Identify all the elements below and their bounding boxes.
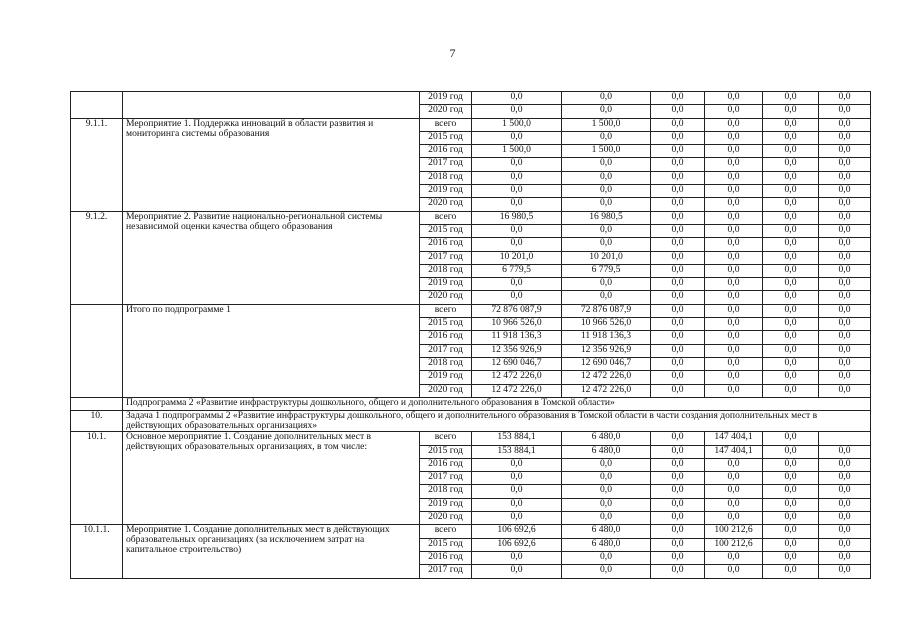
value-cell: 0,0 — [562, 291, 651, 304]
value-cell: 0,0 — [651, 304, 705, 317]
value-cell: 0,0 — [819, 331, 871, 344]
value-cell: 0,0 — [819, 238, 871, 251]
period-cell: 2018 год — [420, 264, 472, 277]
value-cell: 0,0 — [819, 291, 871, 304]
value-cell: 1 500,0 — [562, 118, 651, 131]
value-cell: 6 779,5 — [472, 264, 562, 277]
value-cell: 0,0 — [705, 118, 763, 131]
value-cell: 0,0 — [705, 278, 763, 291]
row-number: 9.1.1. — [71, 118, 123, 211]
value-cell: 153 884,1 — [472, 432, 562, 445]
value-cell: 0,0 — [819, 458, 871, 471]
value-cell: 0,0 — [763, 185, 819, 198]
value-cell: 0,0 — [562, 224, 651, 237]
value-cell: 16 980,5 — [562, 211, 651, 224]
value-cell: 0,0 — [705, 131, 763, 144]
value-cell: 0,0 — [472, 485, 562, 498]
measure-name: Мероприятие 1. Создание дополнительных мест в действующих образовательных организациях (за исключением затрат на капитальное строительство) — [123, 525, 420, 578]
value-cell: 0,0 — [562, 565, 651, 578]
value-cell: 10 201,0 — [472, 251, 562, 264]
period-cell: 2019 год — [420, 185, 472, 198]
value-cell: 0,0 — [472, 224, 562, 237]
table-row — [71, 304, 871, 317]
value-cell: 0,0 — [651, 92, 705, 105]
value-cell: 0,0 — [819, 185, 871, 198]
value-cell: 0,0 — [819, 485, 871, 498]
value-cell: 0,0 — [705, 198, 763, 211]
value-cell: 0,0 — [651, 458, 705, 471]
value-cell: 0,0 — [819, 318, 871, 331]
value-cell: 12 690 046,7 — [562, 357, 651, 370]
table-row — [71, 211, 871, 224]
value-cell: 0,0 — [651, 512, 705, 525]
period-cell: 2020 год — [420, 384, 472, 397]
value-cell: 0,0 — [819, 512, 871, 525]
value-cell: 16 980,5 — [472, 211, 562, 224]
period-cell: 2019 год — [420, 278, 472, 291]
value-cell: 106 692,6 — [472, 525, 562, 538]
value-cell: 10 966 526,0 — [562, 318, 651, 331]
value-cell: 0,0 — [819, 118, 871, 131]
period-cell: 2020 год — [420, 291, 472, 304]
value-cell: 0,0 — [763, 145, 819, 158]
period-cell: всего — [420, 432, 472, 445]
value-cell: 0,0 — [705, 291, 763, 304]
value-cell: 0,0 — [819, 278, 871, 291]
value-cell: 0,0 — [651, 105, 705, 118]
section-row — [71, 397, 871, 410]
period-cell: 2015 год — [420, 445, 472, 458]
value-cell: 0,0 — [651, 238, 705, 251]
value-cell: 0,0 — [763, 105, 819, 118]
value-cell: 0,0 — [819, 344, 871, 357]
value-cell: 0,0 — [819, 198, 871, 211]
value-cell: 0,0 — [562, 498, 651, 511]
value-cell: 10 966 526,0 — [472, 318, 562, 331]
value-cell: 0,0 — [763, 512, 819, 525]
value-cell: 0,0 — [562, 512, 651, 525]
value-cell: 0,0 — [819, 145, 871, 158]
value-cell: 0,0 — [705, 565, 763, 578]
value-cell: 0,0 — [819, 445, 871, 458]
value-cell: 0,0 — [763, 551, 819, 564]
value-cell: 0,0 — [651, 551, 705, 564]
value-cell: 0,0 — [472, 198, 562, 211]
section-row — [71, 411, 871, 432]
value-cell: 0,0 — [651, 538, 705, 551]
value-cell: 0,0 — [562, 198, 651, 211]
value-cell: 0,0 — [705, 211, 763, 224]
value-cell: 0,0 — [651, 131, 705, 144]
value-cell: 0,0 — [705, 92, 763, 105]
value-cell: 0,0 — [562, 131, 651, 144]
value-cell: 0,0 — [763, 371, 819, 384]
value-cell: 0,0 — [562, 551, 651, 564]
value-cell: 0,0 — [705, 357, 763, 370]
value-cell: 6 480,0 — [562, 525, 651, 538]
value-cell: 0,0 — [651, 485, 705, 498]
value-cell: 0,0 — [819, 92, 871, 105]
value-cell: 0,0 — [763, 264, 819, 277]
value-cell: 0,0 — [705, 384, 763, 397]
value-cell: 0,0 — [651, 565, 705, 578]
table-row — [71, 118, 871, 131]
value-cell: 0,0 — [472, 498, 562, 511]
value-cell: 0,0 — [651, 525, 705, 538]
value-cell: 0,0 — [819, 538, 871, 551]
period-cell: 2017 год — [420, 565, 472, 578]
period-cell: 2016 год — [420, 145, 472, 158]
measure-name: Итого по подпрограмме 1 — [123, 304, 420, 397]
value-cell: 0,0 — [562, 458, 651, 471]
value-cell: 0,0 — [651, 158, 705, 171]
value-cell: 0,0 — [651, 278, 705, 291]
value-cell: 72 876 087,9 — [472, 304, 562, 317]
value-cell: 6 480,0 — [562, 445, 651, 458]
value-cell: 0,0 — [763, 278, 819, 291]
value-cell: 0,0 — [472, 92, 562, 105]
period-cell: 2017 год — [420, 472, 472, 485]
period-cell: 2015 год — [420, 131, 472, 144]
value-cell: 0,0 — [819, 211, 871, 224]
value-cell: 12 472 226,0 — [472, 384, 562, 397]
value-cell: 0,0 — [763, 485, 819, 498]
value-cell: 0,0 — [819, 304, 871, 317]
value-cell: 0,0 — [651, 211, 705, 224]
value-cell: 1 500,0 — [472, 118, 562, 131]
value-cell: 0,0 — [819, 224, 871, 237]
value-cell: 0,0 — [562, 105, 651, 118]
value-cell: 0,0 — [472, 131, 562, 144]
row-number: 10.1. — [71, 432, 123, 525]
period-cell: 2018 год — [420, 357, 472, 370]
value-cell: 72 876 087,9 — [562, 304, 651, 317]
value-cell: 0,0 — [819, 525, 871, 538]
value-cell: 106 692,6 — [472, 538, 562, 551]
row-number: 9.1.2. — [71, 211, 123, 304]
period-cell: 2015 год — [420, 538, 472, 551]
value-cell: 0,0 — [472, 105, 562, 118]
table-row — [71, 432, 871, 445]
value-cell: 0,0 — [763, 565, 819, 578]
value-cell: 0,0 — [763, 445, 819, 458]
value-cell: 0,0 — [763, 432, 819, 445]
value-cell: 0,0 — [562, 185, 651, 198]
value-cell: 11 918 136,3 — [562, 331, 651, 344]
value-cell: 6 779,5 — [562, 264, 651, 277]
value-cell: 6 480,0 — [562, 432, 651, 445]
value-cell: 1 500,0 — [472, 145, 562, 158]
value-cell: 0,0 — [763, 224, 819, 237]
value-cell: 0,0 — [763, 211, 819, 224]
period-cell: 2016 год — [420, 331, 472, 344]
page-number: 7 — [449, 46, 456, 60]
period-cell: 2017 год — [420, 344, 472, 357]
value-cell: 0,0 — [705, 485, 763, 498]
value-cell: 0,0 — [472, 291, 562, 304]
value-cell: 0,0 — [651, 118, 705, 131]
value-cell: 6 480,0 — [562, 538, 651, 551]
value-cell: 0,0 — [819, 565, 871, 578]
period-cell: 2019 год — [420, 498, 472, 511]
value-cell: 0,0 — [819, 472, 871, 485]
value-cell: 0,0 — [763, 472, 819, 485]
value-cell: 0,0 — [651, 318, 705, 331]
value-cell: 0,0 — [819, 251, 871, 264]
value-cell: 0,0 — [763, 198, 819, 211]
value-cell: 0,0 — [705, 251, 763, 264]
value-cell: 0,0 — [763, 304, 819, 317]
value-cell: 0,0 — [819, 371, 871, 384]
value-cell: 0,0 — [472, 458, 562, 471]
value-cell: 0,0 — [705, 171, 763, 184]
value-cell: 0,0 — [763, 291, 819, 304]
value-cell: 0,0 — [472, 512, 562, 525]
value-cell: 0,0 — [472, 278, 562, 291]
value-cell: 0,0 — [763, 357, 819, 370]
period-cell: 2020 год — [420, 198, 472, 211]
value-cell: 0,0 — [819, 158, 871, 171]
value-cell: 0,0 — [651, 445, 705, 458]
value-cell: 0,0 — [705, 472, 763, 485]
value-cell: 0,0 — [651, 251, 705, 264]
period-cell: 2019 год — [420, 92, 472, 105]
value-cell: 0,0 — [705, 224, 763, 237]
value-cell: 0,0 — [819, 131, 871, 144]
measure-name: Мероприятие 2. Развитие национально-региональной системы независимой оценки качества общего образования — [123, 211, 420, 304]
value-cell: 0,0 — [651, 472, 705, 485]
value-cell: 0,0 — [819, 264, 871, 277]
value-cell: 0,0 — [705, 105, 763, 118]
value-cell: 0,0 — [562, 158, 651, 171]
row-number — [71, 397, 123, 410]
value-cell: 0,0 — [651, 171, 705, 184]
value-cell: 0,0 — [651, 198, 705, 211]
period-cell: 2016 год — [420, 551, 472, 564]
value-cell: 0,0 — [472, 551, 562, 564]
value-cell: 0,0 — [651, 331, 705, 344]
section-title: Подпрограмма 2 «Развитие инфраструктуры дошкольного, общего и дополнительного образования в Томской области» — [123, 397, 871, 410]
period-cell: 2018 год — [420, 485, 472, 498]
value-cell: 12 356 926,9 — [562, 344, 651, 357]
value-cell: 0,0 — [763, 238, 819, 251]
period-cell: всего — [420, 525, 472, 538]
value-cell: 0,0 — [705, 264, 763, 277]
value-cell: 0,0 — [763, 525, 819, 538]
period-cell: 2017 год — [420, 158, 472, 171]
value-cell: 0,0 — [763, 458, 819, 471]
period-cell: всего — [420, 118, 472, 131]
value-cell: 0,0 — [763, 331, 819, 344]
value-cell: 0,0 — [651, 224, 705, 237]
value-cell: 10 201,0 — [562, 251, 651, 264]
value-cell: 0,0 — [819, 105, 871, 118]
value-cell: 0,0 — [705, 371, 763, 384]
value-cell: 0,0 — [651, 344, 705, 357]
value-cell: 0,0 — [763, 171, 819, 184]
value-cell: 12 472 226,0 — [562, 371, 651, 384]
value-cell: 0,0 — [763, 251, 819, 264]
value-cell: 0,0 — [651, 357, 705, 370]
value-cell: 0,0 — [705, 458, 763, 471]
value-cell: 0,0 — [763, 131, 819, 144]
period-cell: 2015 год — [420, 224, 472, 237]
value-cell: 0,0 — [819, 498, 871, 511]
value-cell: 12 356 926,9 — [472, 344, 562, 357]
period-cell: 2016 год — [420, 458, 472, 471]
row-number — [71, 92, 123, 119]
value-cell: 0,0 — [763, 92, 819, 105]
value-cell: 0,0 — [763, 158, 819, 171]
value-cell: 153 884,1 — [472, 445, 562, 458]
value-cell: 12 690 046,7 — [472, 357, 562, 370]
value-cell: 0,0 — [705, 318, 763, 331]
value-cell: 0,0 — [819, 384, 871, 397]
value-cell — [819, 432, 871, 445]
value-cell: 0,0 — [705, 238, 763, 251]
value-cell: 147 404,1 — [705, 445, 763, 458]
table-row — [71, 525, 871, 538]
value-cell: 0,0 — [562, 278, 651, 291]
period-cell: 2020 год — [420, 105, 472, 118]
value-cell: 147 404,1 — [705, 432, 763, 445]
value-cell: 0,0 — [819, 551, 871, 564]
value-cell: 100 212,6 — [705, 538, 763, 551]
budget-table-body — [71, 92, 871, 579]
measure-name — [123, 92, 420, 119]
value-cell: 0,0 — [705, 304, 763, 317]
value-cell: 0,0 — [705, 145, 763, 158]
value-cell: 0,0 — [562, 171, 651, 184]
value-cell: 0,0 — [651, 264, 705, 277]
row-number: 10. — [71, 411, 123, 432]
value-cell: 0,0 — [651, 185, 705, 198]
period-cell: 2020 год — [420, 512, 472, 525]
value-cell: 0,0 — [472, 171, 562, 184]
value-cell: 0,0 — [705, 158, 763, 171]
measure-name: Мероприятие 1. Поддержка инноваций в области развития и мониторинга системы образования — [123, 118, 420, 211]
value-cell: 0,0 — [705, 512, 763, 525]
value-cell: 0,0 — [472, 185, 562, 198]
section-title: Задача 1 подпрограммы 2 «Развитие инфраструктуры дошкольного, общего и дополнительного образования в Томской области в части создания дополнительных мест в действующих образовательных организациях» — [123, 411, 871, 432]
value-cell: 0,0 — [472, 472, 562, 485]
value-cell: 0,0 — [651, 371, 705, 384]
period-cell: 2017 год — [420, 251, 472, 264]
value-cell: 0,0 — [705, 498, 763, 511]
value-cell: 0,0 — [651, 432, 705, 445]
value-cell: 0,0 — [763, 344, 819, 357]
value-cell: 100 212,6 — [705, 525, 763, 538]
period-cell: всего — [420, 304, 472, 317]
period-cell: 2018 год — [420, 171, 472, 184]
measure-name: Основное мероприятие 1. Создание дополнительных мест в действующих образовательных организациях, в том числе: — [123, 432, 420, 525]
value-cell: 12 472 226,0 — [562, 384, 651, 397]
value-cell: 0,0 — [763, 538, 819, 551]
value-cell: 0,0 — [562, 92, 651, 105]
value-cell: 0,0 — [819, 171, 871, 184]
value-cell: 0,0 — [472, 565, 562, 578]
value-cell: 0,0 — [763, 118, 819, 131]
period-cell: всего — [420, 211, 472, 224]
value-cell: 0,0 — [472, 238, 562, 251]
value-cell: 0,0 — [651, 291, 705, 304]
value-cell: 12 472 226,0 — [472, 371, 562, 384]
value-cell: 0,0 — [763, 498, 819, 511]
value-cell: 0,0 — [562, 485, 651, 498]
period-cell: 2016 год — [420, 238, 472, 251]
value-cell: 0,0 — [819, 357, 871, 370]
value-cell: 0,0 — [562, 238, 651, 251]
row-number — [71, 304, 123, 397]
value-cell: 1 500,0 — [562, 145, 651, 158]
budget-table — [70, 91, 871, 579]
value-cell: 0,0 — [705, 344, 763, 357]
value-cell: 0,0 — [705, 551, 763, 564]
row-number: 10.1.1. — [71, 525, 123, 578]
table-row — [71, 92, 871, 105]
value-cell: 11 918 136,3 — [472, 331, 562, 344]
value-cell: 0,0 — [763, 384, 819, 397]
value-cell: 0,0 — [651, 498, 705, 511]
value-cell: 0,0 — [763, 318, 819, 331]
value-cell: 0,0 — [705, 185, 763, 198]
value-cell: 0,0 — [651, 145, 705, 158]
value-cell: 0,0 — [651, 384, 705, 397]
value-cell: 0,0 — [705, 331, 763, 344]
period-cell: 2019 год — [420, 371, 472, 384]
value-cell: 0,0 — [562, 472, 651, 485]
period-cell: 2015 год — [420, 318, 472, 331]
value-cell: 0,0 — [472, 158, 562, 171]
